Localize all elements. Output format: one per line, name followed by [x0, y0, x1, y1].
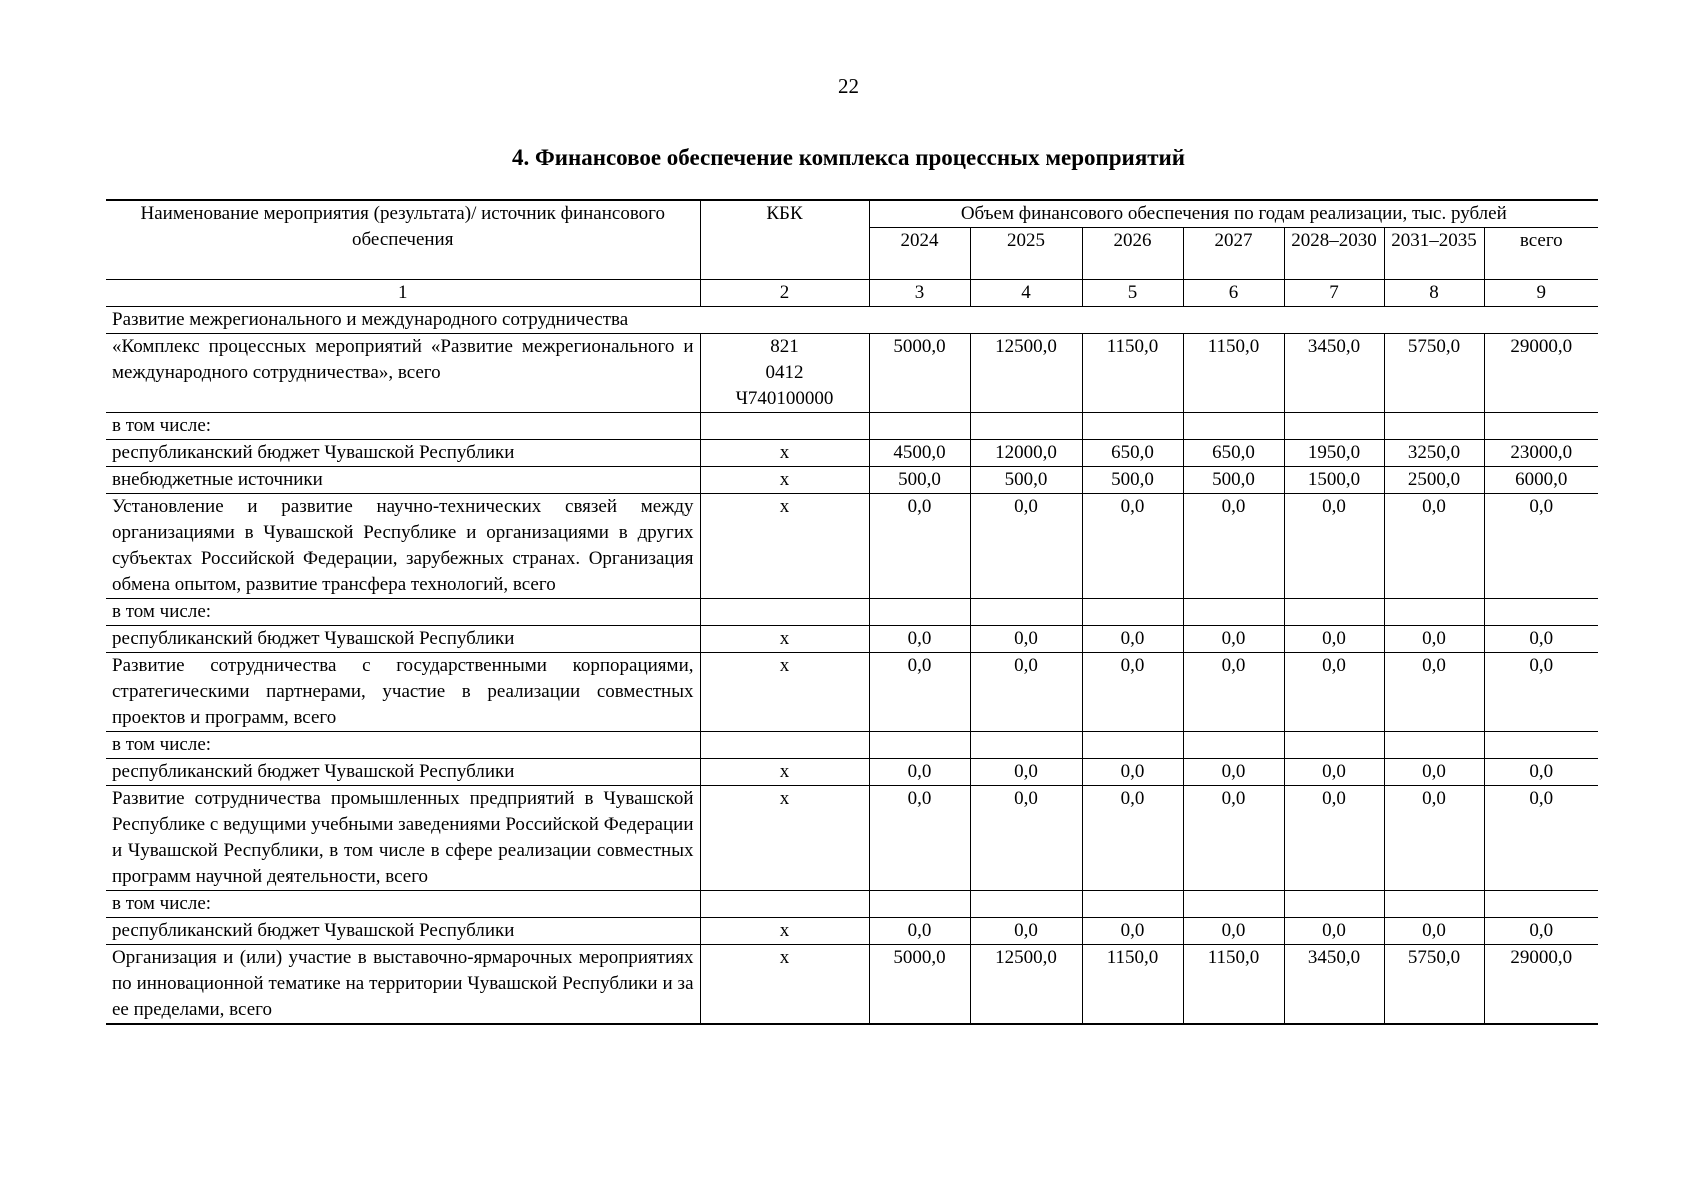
row-value-cell	[1284, 891, 1384, 918]
row-total-cell	[1484, 891, 1598, 918]
table-row	[106, 891, 1598, 918]
row-value-cell: 0,0	[1082, 786, 1183, 891]
row-value-cell: 1150,0	[1082, 945, 1183, 1025]
row-value-cell: 0,0	[1384, 759, 1484, 786]
row-total-cell: 0,0	[1484, 918, 1598, 945]
table-row	[106, 494, 1598, 599]
row-value-cell: 0,0	[869, 626, 970, 653]
header-year-cell: 2024	[869, 228, 970, 280]
row-value-cell	[1384, 599, 1484, 626]
header-volume-cell: Объем финансового обеспечения по годам реализации, тыс. рублей	[869, 200, 1598, 228]
row-name-cell: республиканский бюджет Чувашской Республики	[106, 918, 700, 945]
row-kbk-cell	[700, 732, 869, 759]
row-total-cell	[1484, 732, 1598, 759]
row-total-cell	[1484, 599, 1598, 626]
row-value-cell: 0,0	[970, 626, 1082, 653]
row-value-cell: 0,0	[970, 653, 1082, 732]
row-value-cell: 12500,0	[970, 334, 1082, 413]
row-value-cell: 0,0	[1183, 626, 1284, 653]
row-value-cell	[1183, 413, 1284, 440]
header-year-cell: 2026	[1082, 228, 1183, 280]
row-total-cell: 23000,0	[1484, 440, 1598, 467]
table-row	[106, 413, 1598, 440]
table-row	[106, 334, 1598, 413]
row-value-cell: 3450,0	[1284, 945, 1384, 1025]
column-number-cell: 1	[106, 280, 700, 307]
row-value-cell: 0,0	[970, 494, 1082, 599]
row-value-cell: 0,0	[1284, 759, 1384, 786]
row-name-cell: в том числе:	[106, 599, 700, 626]
column-number-cell: 7	[1284, 280, 1384, 307]
kbk-line: х	[779, 655, 790, 676]
row-value-cell	[869, 891, 970, 918]
row-value-cell: 2500,0	[1384, 467, 1484, 494]
row-value-cell: 3250,0	[1384, 440, 1484, 467]
table-row	[106, 440, 1598, 467]
row-name-cell: в том числе:	[106, 891, 700, 918]
table-row	[106, 599, 1598, 626]
row-value-cell: 0,0	[970, 759, 1082, 786]
row-value-cell: 0,0	[1284, 494, 1384, 599]
row-value-cell	[869, 599, 970, 626]
column-number-cell: 3	[869, 280, 970, 307]
row-name-cell: внебюджетные источники	[106, 467, 700, 494]
row-kbk-cell	[700, 413, 869, 440]
row-value-cell: 0,0	[970, 918, 1082, 945]
header-year-cell: 2027	[1183, 228, 1284, 280]
row-name-cell: Организация и (или) участие в выставочно-ярмарочных мероприятиях по инновационной тематике на территории Чувашской Республики и за ее пределами, всего	[106, 945, 700, 1025]
row-value-cell	[1284, 599, 1384, 626]
table-row	[106, 467, 1598, 494]
row-name-cell: в том числе:	[106, 413, 700, 440]
table-row	[106, 732, 1598, 759]
row-kbk-cell	[700, 626, 869, 653]
table-row	[106, 945, 1598, 1025]
row-kbk-cell	[700, 759, 869, 786]
row-total-cell: 6000,0	[1484, 467, 1598, 494]
row-value-cell: 0,0	[1183, 786, 1284, 891]
row-kbk-cell	[700, 918, 869, 945]
header-kbk-cell: КБК	[700, 200, 869, 280]
table-row	[106, 918, 1598, 945]
row-value-cell	[1284, 413, 1384, 440]
table-row	[106, 786, 1598, 891]
row-value-cell: 5000,0	[869, 334, 970, 413]
row-total-cell: 0,0	[1484, 759, 1598, 786]
row-total-cell: 0,0	[1484, 626, 1598, 653]
row-total-cell: 29000,0	[1484, 945, 1598, 1025]
row-total-cell: 0,0	[1484, 653, 1598, 732]
column-number-cell: 4	[970, 280, 1082, 307]
row-value-cell: 0,0	[1284, 786, 1384, 891]
row-name-cell: республиканский бюджет Чувашской Республики	[106, 440, 700, 467]
row-value-cell	[1082, 732, 1183, 759]
row-value-cell: 0,0	[1183, 494, 1284, 599]
row-value-cell: 0,0	[1183, 918, 1284, 945]
row-name-cell: Развитие сотрудничества с государственными корпорациями, стратегическими партнерами, участие в реализации совместных проектов и программ, всего	[106, 653, 700, 732]
row-value-cell: 0,0	[1384, 626, 1484, 653]
row-value-cell: 1950,0	[1284, 440, 1384, 467]
row-value-cell: 5750,0	[1384, 945, 1484, 1025]
table-row	[106, 759, 1598, 786]
row-value-cell: 0,0	[869, 759, 970, 786]
row-value-cell: 1500,0	[1284, 467, 1384, 494]
row-kbk-cell	[700, 440, 869, 467]
row-value-cell	[1384, 413, 1484, 440]
row-value-cell	[1183, 599, 1284, 626]
row-value-cell: 0,0	[1082, 759, 1183, 786]
column-numbers-row	[106, 280, 1598, 307]
table-row	[106, 653, 1598, 732]
kbk-line: х	[779, 761, 790, 782]
column-number-cell: 6	[1183, 280, 1284, 307]
row-value-cell	[1082, 599, 1183, 626]
row-value-cell	[1384, 732, 1484, 759]
row-value-cell	[1082, 891, 1183, 918]
row-value-cell: 0,0	[869, 918, 970, 945]
row-total-cell: 0,0	[1484, 494, 1598, 599]
row-value-cell: 0,0	[1284, 653, 1384, 732]
row-value-cell: 500,0	[1082, 467, 1183, 494]
row-value-cell: 0,0	[1082, 653, 1183, 732]
kbk-line: Ч740100000	[735, 388, 834, 409]
row-value-cell	[970, 732, 1082, 759]
row-value-cell: 0,0	[869, 786, 970, 891]
row-value-cell	[869, 732, 970, 759]
row-name-cell: Развитие сотрудничества промышленных предприятий в Чувашской Республике с ведущими учебными заведениями Российской Федерации и Чувашской Республики, в том числе в сфере реализации совместных программ научной деятельности, всего	[106, 786, 700, 891]
row-kbk-cell	[700, 467, 869, 494]
row-value-cell	[1082, 413, 1183, 440]
kbk-line: х	[779, 920, 790, 941]
row-value-cell	[1183, 891, 1284, 918]
column-number-cell: 8	[1384, 280, 1484, 307]
row-value-cell: 0,0	[970, 786, 1082, 891]
row-total-cell: 29000,0	[1484, 334, 1598, 413]
row-value-cell: 5000,0	[869, 945, 970, 1025]
row-value-cell: 3450,0	[1284, 334, 1384, 413]
kbk-line: х	[779, 496, 790, 517]
row-value-cell: 0,0	[1183, 759, 1284, 786]
row-value-cell: 0,0	[1384, 494, 1484, 599]
kbk-line: 821	[770, 336, 799, 357]
row-kbk-cell	[700, 653, 869, 732]
row-value-cell: 500,0	[970, 467, 1082, 494]
row-value-cell: 0,0	[1082, 494, 1183, 599]
page-number: 22	[838, 74, 859, 98]
header-total-cell: всего	[1484, 228, 1598, 280]
row-name-cell: республиканский бюджет Чувашской Республики	[106, 626, 700, 653]
row-name-cell: «Комплекс процессных мероприятий «Развитие межрегионального и международного сотрудничества», всего	[106, 334, 700, 413]
kbk-line: х	[779, 788, 790, 809]
financing-table	[106, 199, 1598, 1025]
row-name-cell: в том числе:	[106, 732, 700, 759]
row-value-cell: 4500,0	[869, 440, 970, 467]
row-value-cell: 5750,0	[1384, 334, 1484, 413]
row-kbk-cell	[700, 334, 869, 413]
kbk-line: х	[779, 469, 790, 490]
header-year-cell: 2028–2030	[1284, 228, 1384, 280]
row-kbk-cell	[700, 945, 869, 1025]
row-value-cell: 0,0	[1384, 653, 1484, 732]
row-kbk-cell	[700, 494, 869, 599]
row-value-cell: 1150,0	[1082, 334, 1183, 413]
header-name-cell: Наименование мероприятия (результата)/ источник финансового обеспечения	[106, 200, 700, 280]
row-value-cell: 0,0	[1384, 786, 1484, 891]
kbk-line: 0412	[765, 362, 804, 383]
row-value-cell: 650,0	[1082, 440, 1183, 467]
kbk-line: х	[779, 442, 790, 463]
row-name-cell: республиканский бюджет Чувашской Республики	[106, 759, 700, 786]
row-value-cell: 0,0	[869, 494, 970, 599]
row-value-cell	[1384, 891, 1484, 918]
row-value-cell: 0,0	[869, 653, 970, 732]
row-total-cell	[1484, 413, 1598, 440]
row-value-cell: 650,0	[1183, 440, 1284, 467]
section-row	[106, 307, 1598, 334]
row-kbk-cell	[700, 786, 869, 891]
header-row	[106, 200, 1598, 228]
kbk-line: х	[779, 628, 790, 649]
row-value-cell: 500,0	[869, 467, 970, 494]
row-value-cell: 0,0	[1284, 918, 1384, 945]
row-value-cell: 0,0	[1082, 626, 1183, 653]
row-value-cell: 500,0	[1183, 467, 1284, 494]
row-value-cell: 0,0	[1082, 918, 1183, 945]
section-title-cell: Развитие межрегионального и международного сотрудничества	[106, 307, 1598, 334]
section-title: 4. Финансовое обеспечение комплекса процессных мероприятий	[511, 145, 1186, 170]
row-value-cell: 0,0	[1183, 653, 1284, 732]
header-year-cell: 2031–2035	[1384, 228, 1484, 280]
row-kbk-cell	[700, 599, 869, 626]
row-value-cell	[970, 599, 1082, 626]
row-value-cell	[970, 413, 1082, 440]
row-value-cell: 1150,0	[1183, 945, 1284, 1025]
column-number-cell: 5	[1082, 280, 1183, 307]
row-value-cell: 12000,0	[970, 440, 1082, 467]
row-kbk-cell	[700, 891, 869, 918]
row-total-cell: 0,0	[1484, 786, 1598, 891]
table-row	[106, 626, 1598, 653]
row-value-cell: 0,0	[1384, 918, 1484, 945]
row-value-cell	[869, 413, 970, 440]
row-value-cell: 1150,0	[1183, 334, 1284, 413]
row-value-cell	[970, 891, 1082, 918]
row-name-cell: Установление и развитие научно-технических связей между организациями в Чувашской Республике и организациями в других субъектах Российской Федерации, зарубежных странах. Организация обмена опытом, развитие трансфера технологий, всего	[106, 494, 700, 599]
row-value-cell: 0,0	[1284, 626, 1384, 653]
column-number-cell: 2	[700, 280, 869, 307]
row-value-cell	[1183, 732, 1284, 759]
header-year-cell: 2025	[970, 228, 1082, 280]
row-value-cell	[1284, 732, 1384, 759]
column-number-cell: 9	[1484, 280, 1598, 307]
row-value-cell: 12500,0	[970, 945, 1082, 1025]
kbk-line: х	[779, 947, 790, 968]
